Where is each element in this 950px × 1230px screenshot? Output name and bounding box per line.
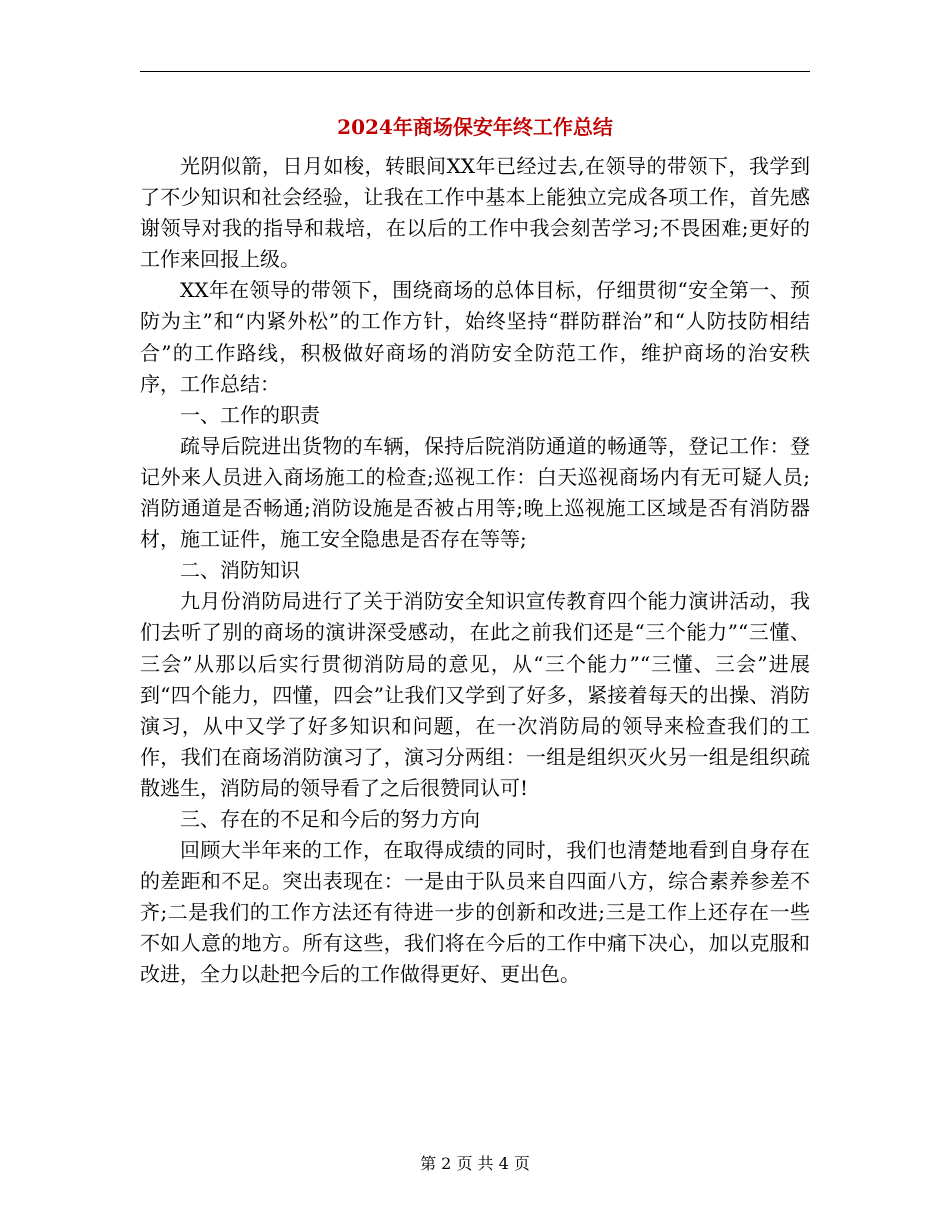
document-title: 2024年商场保安年终工作总结 [337,115,613,139]
section-heading-fire-knowledge: 二、消防知识 [180,558,300,583]
paragraph-overview: XX年在领导的带领下，围绕商场的总体目标，仔细贯彻“安全第一、预防为主”和“内紧外松”的工作方针，始终坚持“群防群治”和“人防技防相结合”的工作路线，积极做好商场的消防安全防范工作，维护商场的治安秩序，工作总结： [140,278,810,396]
paragraph-fire-knowledge: 九月份消防局进行了关于消防安全知识宣传教育四个能力演讲活动，我们去听了别的商场的演讲深受感动，在此之前我们还是“三个能力”“三懂、三会”从那以后实行贯彻消防局的意见，从“三个能力”“三懂、三会”进展到“四个能力，四懂，四会”让我们又学到了好多，紧接着每天的出操、消防演习，从中又学了好多知识和问题，在一次消防局的领导来检查我们的工作，我们在商场消防演习了，演习分两组：一组是组织灭火另一组是组织疏散逃生，消防局的领导看了之后很赞同认可! [140,589,810,800]
document-body [140,151,810,991]
section-heading-duties: 一、工作的职责 [180,402,320,427]
section-heading-shortcomings: 三、存在的不足和今后的努力方向 [180,806,480,831]
paragraph-shortcomings: 回顾大半年来的工作，在取得成绩的同时，我们也清楚地看到自身存在的差距和不足。突出表现在：一是由于队员来自四面八方，综合素养参差不齐;二是我们的工作方法还有待进一步的创新和改进;三是工作上还存在一些不如人意的地方。所有这些，我们将在今后的工作中痛下决心，加以克服和改进，全力以赴把今后的工作做得更好、更出色。 [140,838,810,987]
page-footer: 第 2 页 共 4 页 [420,1154,530,1173]
paragraph-duties: 疏导后院进出货物的车辆，保持后院消防通道的畅通等，登记工作：登记外来人员进入商场施工的检查;巡视工作：白天巡视商场内有无可疑人员;消防通道是否畅通;消防设施是否被占用等;晚上巡视施工区域是否有消防器材，施工证件，施工安全隐患是否存在等等; [140,433,810,552]
header-rule [140,71,810,72]
paragraph-intro: 光阴似箭，日月如梭，转眼间XX年已经过去,在领导的带领下，我学到了不少知识和社会经验，让我在工作中基本上能独立完成各项工作，首先感谢领导对我的指导和栽培，在以后的工作中我会刻苦学习;不畏困难;更好的工作来回报上级。 [140,154,810,272]
